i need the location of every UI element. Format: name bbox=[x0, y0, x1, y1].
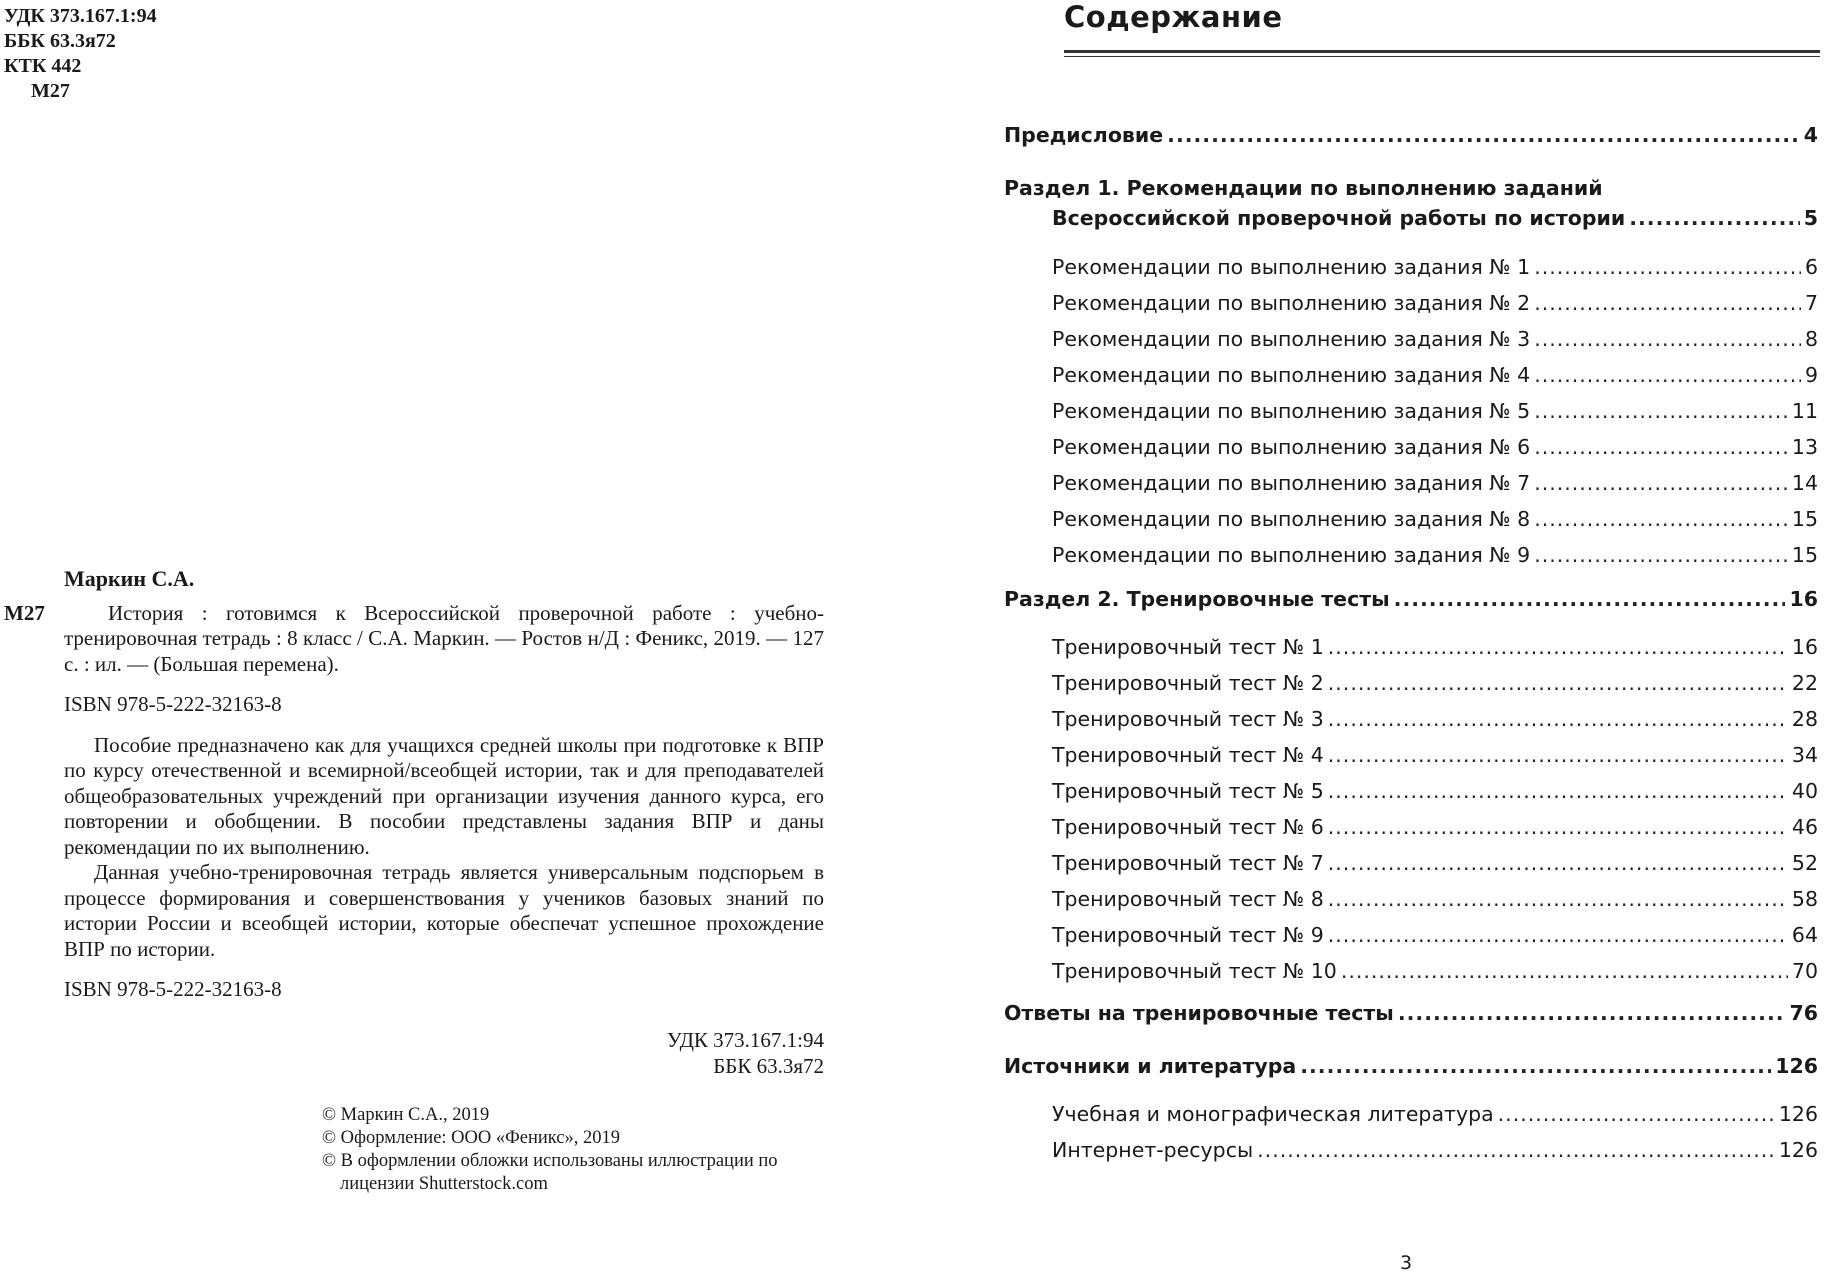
abstract-paragraph-2: Данная учебно-тренировочная тетрадь является универсальным подспорьем в процессе формирования и совершенствования у учеников базовых знаний по истории России и всеобщей истории, которые обеспечат успешное прохождение ВПР по истории. bbox=[64, 860, 824, 961]
toc-page-number: 34 bbox=[1791, 743, 1818, 767]
dot-leader bbox=[1534, 254, 1801, 280]
entry-author-mark: М27 bbox=[4, 600, 45, 625]
bbk-code: ББК 63.3я72 bbox=[4, 30, 116, 52]
toc-entry-label: Рекомендации по выполнению задания № 7 bbox=[1052, 471, 1531, 495]
toc-entry[interactable] bbox=[1052, 886, 1818, 912]
dot-leader bbox=[1328, 886, 1788, 912]
toc-entry-answers[interactable] bbox=[1004, 1000, 1818, 1026]
toc-page-number: 64 bbox=[1791, 923, 1818, 947]
dot-leader bbox=[1341, 958, 1788, 984]
toc-entry[interactable] bbox=[1052, 634, 1818, 660]
toc-page-number: 9 bbox=[1804, 363, 1818, 387]
toc-page-number: 14 bbox=[1791, 471, 1818, 495]
toc-page-number: 126 bbox=[1778, 1102, 1818, 1126]
toc-entry[interactable] bbox=[1052, 362, 1818, 388]
abstract-paragraph-1: Пособие предназначено как для учащихся средней школы при подготовке к ВПР по курсу отечественной и всемирной/всеобщей истории, так и для преподавателей общеобразовательных учреждений при организации изучения данного курса, его повторении и обобщении. В пособии представлены задания ВПР и даны рекомендации по их выполнению. bbox=[64, 732, 824, 859]
bbk-code-bottom: ББК 63.3я72 bbox=[713, 1053, 824, 1078]
toc-entry[interactable] bbox=[1052, 398, 1818, 424]
toc-entry[interactable] bbox=[1052, 706, 1818, 732]
toc-entry-label: Тренировочный тест № 7 bbox=[1052, 851, 1324, 875]
toc-entry-label: Тренировочный тест № 1 bbox=[1052, 635, 1324, 659]
copyright-block bbox=[322, 1104, 824, 1196]
toc-entry[interactable] bbox=[1052, 742, 1818, 768]
page-number: 3 bbox=[1400, 1252, 1413, 1274]
classification-codes bbox=[4, 4, 157, 104]
dot-leader bbox=[1328, 814, 1788, 840]
toc-entry-label: Тренировочный тест № 4 bbox=[1052, 743, 1324, 767]
toc-page-number: 22 bbox=[1791, 671, 1818, 695]
toc-entry-label: Всероссийской проверочной работы по истории bbox=[1052, 206, 1626, 230]
toc-section1-heading-line1[interactable]: Раздел 1. Рекомендации по выполнению заданий bbox=[1004, 176, 1603, 200]
dot-leader bbox=[1328, 778, 1788, 804]
copyright-line: © Оформление: ООО «Феникс», 2019 bbox=[322, 1128, 620, 1148]
ktk-code: КТК 442 bbox=[4, 55, 82, 77]
dot-leader bbox=[1328, 850, 1788, 876]
copyright-line: © Маркин С.А., 2019 bbox=[322, 1105, 490, 1125]
toc-page-number: 13 bbox=[1791, 435, 1818, 459]
toc-entry-label: Предисловие bbox=[1004, 123, 1164, 147]
copyright-line: © В оформлении обложки использованы иллюстрации по лицензии Shutterstock.com bbox=[322, 1151, 778, 1194]
classification-codes-bottom bbox=[580, 1028, 824, 1079]
toc-entry[interactable] bbox=[1052, 470, 1818, 496]
toc-entry-preface[interactable] bbox=[1004, 122, 1818, 148]
dot-leader bbox=[1534, 470, 1788, 496]
toc-entry-label: Тренировочный тест № 10 bbox=[1052, 959, 1337, 983]
toc-page-number: 28 bbox=[1791, 707, 1818, 731]
toc-page-number: 6 bbox=[1804, 255, 1818, 279]
toc-page-number: 11 bbox=[1791, 399, 1818, 423]
author-mark-code: М27 bbox=[31, 80, 70, 102]
toc-entry-section2[interactable] bbox=[1004, 586, 1818, 612]
toc-entry-label: Тренировочный тест № 3 bbox=[1052, 707, 1324, 731]
toc-entry-label: Интернет-ресурсы bbox=[1052, 1138, 1254, 1162]
dot-leader bbox=[1534, 326, 1801, 352]
dot-leader bbox=[1534, 362, 1801, 388]
bibliographic-entry bbox=[4, 601, 824, 678]
toc-entry[interactable] bbox=[1052, 1137, 1818, 1163]
isbn-second: ISBN 978-5-222-32163-8 bbox=[64, 977, 282, 1001]
dot-leader bbox=[1394, 586, 1786, 612]
toc-page-number: 52 bbox=[1791, 851, 1818, 875]
toc-entry-label: Рекомендации по выполнению задания № 8 bbox=[1052, 507, 1531, 531]
toc-page-number: 16 bbox=[1791, 635, 1818, 659]
toc-entry[interactable] bbox=[1052, 670, 1818, 696]
dot-leader bbox=[1534, 506, 1788, 532]
dot-leader bbox=[1328, 634, 1788, 660]
toc-page-number: 7 bbox=[1804, 291, 1818, 315]
toc-entry[interactable] bbox=[1052, 506, 1818, 532]
toc-entry-label: Тренировочный тест № 2 bbox=[1052, 671, 1324, 695]
toc-entry[interactable] bbox=[1052, 850, 1818, 876]
toc-page-number: 126 bbox=[1778, 1138, 1818, 1162]
toc-page-number: 70 bbox=[1791, 959, 1818, 983]
toc-entry[interactable] bbox=[1052, 958, 1818, 984]
right-page bbox=[1000, 0, 1824, 1280]
dot-leader bbox=[1328, 922, 1788, 948]
toc-entry[interactable] bbox=[1052, 290, 1818, 316]
toc-entry[interactable] bbox=[1052, 542, 1818, 568]
toc-page-number: 4 bbox=[1803, 123, 1818, 147]
dot-leader bbox=[1257, 1137, 1775, 1163]
toc-entry[interactable] bbox=[1052, 434, 1818, 460]
toc-page-number: 40 bbox=[1791, 779, 1818, 803]
toc-entry-label: Тренировочный тест № 8 bbox=[1052, 887, 1324, 911]
toc-title: Содержание bbox=[1064, 0, 1283, 34]
udk-code-bottom: УДК 373.167.1:94 bbox=[666, 1028, 824, 1052]
dot-leader bbox=[1300, 1053, 1771, 1079]
toc-entry-label: Раздел 2. Тренировочные тесты bbox=[1004, 587, 1390, 611]
dot-leader bbox=[1328, 670, 1788, 696]
dot-leader bbox=[1629, 205, 1800, 231]
toc-page-number: 15 bbox=[1791, 543, 1818, 567]
toc-entry[interactable] bbox=[1052, 1101, 1818, 1127]
toc-page-number: 8 bbox=[1804, 327, 1818, 351]
abstract bbox=[4, 733, 824, 963]
toc-page-number: 15 bbox=[1791, 507, 1818, 531]
toc-page-number: 5 bbox=[1803, 206, 1818, 230]
toc-entry-label: Тренировочный тест № 9 bbox=[1052, 923, 1324, 947]
isbn-first: ISBN 978-5-222-32163-8 bbox=[64, 692, 282, 716]
toc-entry-label: Рекомендации по выполнению задания № 6 bbox=[1052, 435, 1531, 459]
toc-entry-label: Источники и литература bbox=[1004, 1054, 1297, 1078]
toc-entry-label: Рекомендации по выполнению задания № 3 bbox=[1052, 327, 1531, 351]
toc-page-number: 16 bbox=[1789, 587, 1818, 611]
toc-entry-label: Рекомендации по выполнению задания № 2 bbox=[1052, 291, 1531, 315]
toc-page-number: 46 bbox=[1791, 815, 1818, 839]
toc-page-number: 126 bbox=[1775, 1054, 1818, 1078]
toc-entry[interactable] bbox=[1052, 778, 1818, 804]
dot-leader bbox=[1534, 542, 1788, 568]
dot-leader bbox=[1328, 742, 1788, 768]
dot-leader bbox=[1398, 1000, 1786, 1026]
book-description: История : готовимся к Всероссийской проверочной работе : учебно-тренировочная тетрадь : 8 класс / С.А. Маркин. — Ростов н/Д : Феникс, 2019. — 127 с. : ил. — (Большая перемена). bbox=[64, 600, 824, 676]
toc-entry[interactable] bbox=[1052, 326, 1818, 352]
toc-entry-label: Рекомендации по выполнению задания № 1 bbox=[1052, 255, 1531, 279]
toc-page-number: 76 bbox=[1789, 1001, 1818, 1025]
left-page bbox=[0, 0, 880, 1280]
toc-entry-section1[interactable] bbox=[1052, 205, 1818, 231]
toc-entry-label: Рекомендации по выполнению задания № 9 bbox=[1052, 543, 1531, 567]
toc-entry-label: Учебная и монографическая литература bbox=[1052, 1102, 1494, 1126]
bibliographic-record bbox=[4, 566, 824, 1003]
toc-page-number: 58 bbox=[1791, 887, 1818, 911]
toc-entry[interactable] bbox=[1052, 814, 1818, 840]
author-name: Маркин С.А. bbox=[64, 566, 195, 591]
toc-entry[interactable] bbox=[1052, 922, 1818, 948]
toc-entry-label: Рекомендации по выполнению задания № 4 bbox=[1052, 363, 1531, 387]
udk-code: УДК 373.167.1:94 bbox=[4, 5, 157, 27]
toc-entry-label: Тренировочный тест № 5 bbox=[1052, 779, 1324, 803]
dot-leader bbox=[1534, 434, 1788, 460]
dot-leader bbox=[1498, 1101, 1775, 1127]
dot-leader bbox=[1534, 290, 1801, 316]
toc-entry-label: Рекомендации по выполнению задания № 5 bbox=[1052, 399, 1531, 423]
dot-leader bbox=[1534, 398, 1788, 424]
toc-entry-sources[interactable] bbox=[1004, 1053, 1818, 1079]
title-rule bbox=[1064, 50, 1820, 53]
title-rule-thin bbox=[1064, 56, 1820, 57]
toc-entry[interactable] bbox=[1052, 254, 1818, 280]
toc-entry-label: Тренировочный тест № 6 bbox=[1052, 815, 1324, 839]
dot-leader bbox=[1167, 122, 1800, 148]
toc-entry-label: Ответы на тренировочные тесты bbox=[1004, 1001, 1394, 1025]
dot-leader bbox=[1328, 706, 1788, 732]
